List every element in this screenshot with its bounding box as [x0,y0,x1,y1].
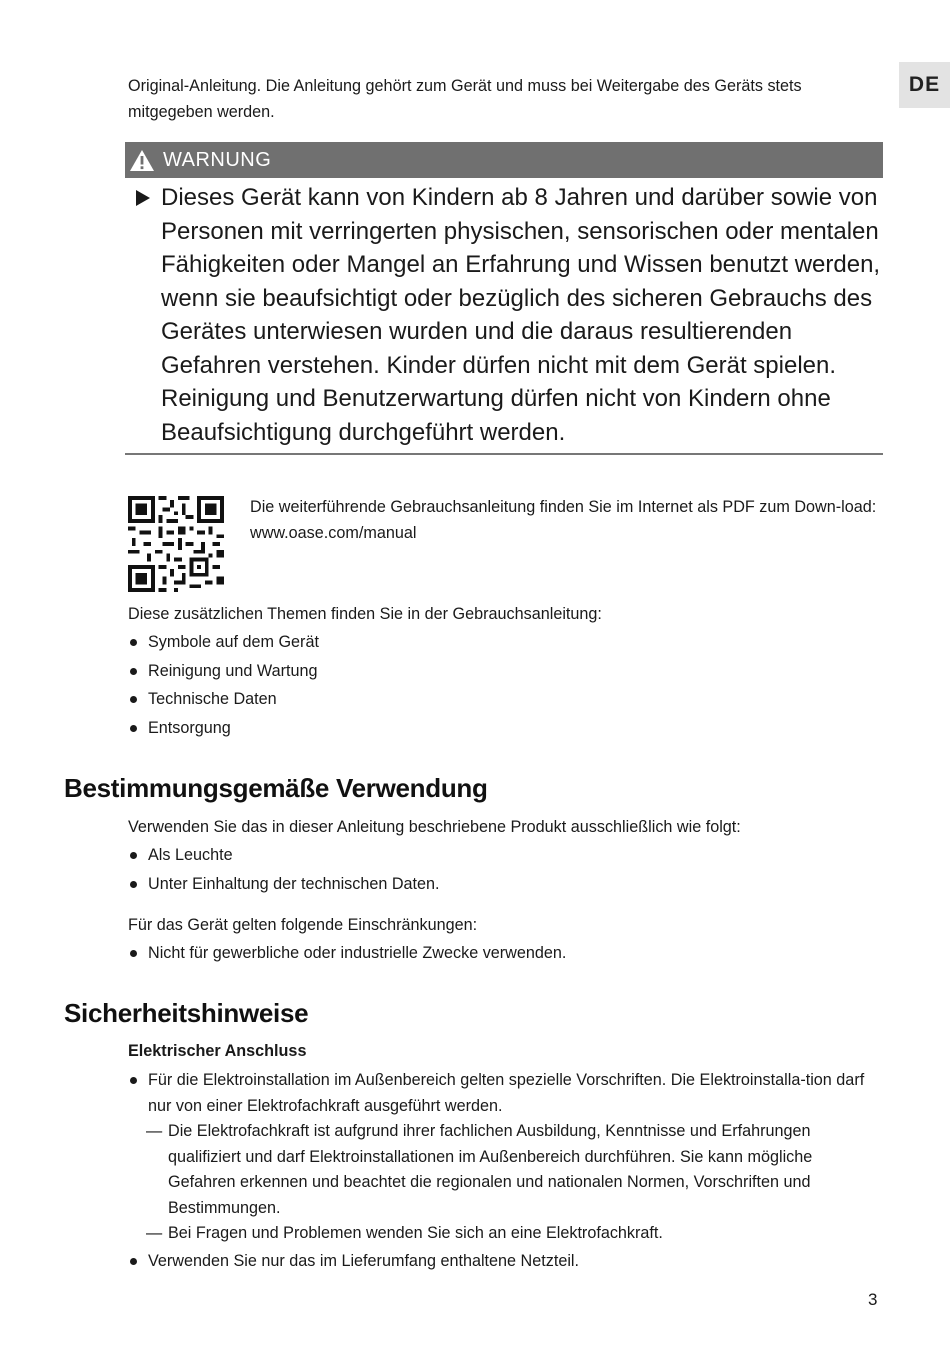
list-item: Unter Einhaltung der technischen Daten. [128,872,878,898]
list-item: Technische Daten [128,687,878,713]
section-heading-usage: Bestimmungsgemäße Verwendung [64,773,488,803]
usage-list [128,843,878,900]
restrictions-intro: Für das Gerät gelten folgende Einschränkungen: [128,916,478,934]
language-tab: DE [899,62,950,108]
section-heading-safety: Sicherheitshinweise [64,998,309,1028]
warning-body [125,181,883,455]
intro-text: Original-Anleitung. Die Anleitung gehört zum Gerät und muss bei Weitergabe des Geräts stets mitgegeben werden. [128,77,802,121]
safety-item-text: Für die Elektroinstallation im Außenbereich gelten spezielle Vorschriften. Die Elektroinstalla-tion darf nur von einer Elektrofachkraft ausgeführt werden. [148,1071,865,1115]
page-number: 3 [868,1290,878,1309]
safety-sublist [148,1119,873,1247]
list-item: Als Leuchte [128,843,878,869]
warning-header [125,142,883,178]
arrow-right-icon [135,189,151,207]
manual-download-note [250,495,880,546]
manual-url[interactable]: www.oase.com/manual [250,523,417,542]
sub-list-item: — Die Elektrofachkraft ist aufgrund ihrer fachlichen Ausbildung, Kenntnisse und Erfahrungen qualifiziert und darf Elektroinstallationen im Außenbereich durchführen. Sie kann mögliche Gefahren erkennen und beachtet die regionalen und nationalen Normen, Vorschriften und Bestimmungen. [148,1119,873,1221]
list-item: Verwenden Sie nur das im Lieferumfang enthaltene Netzteil. [128,1249,873,1275]
usage-intro: Verwenden Sie das in dieser Anleitung beschriebene Produkt ausschließlich wie folgt: [128,818,741,836]
list-item: Reinigung und Wartung [128,659,878,685]
list-item: Symbole auf dem Gerät [128,630,878,656]
qr-code-icon [128,496,224,592]
safety-list [128,1068,873,1274]
list-item: Nicht für gewerbliche oder industrielle Zwecke verwenden. [128,941,878,967]
subheading-electrical: Elektrischer Anschluss [128,1042,307,1060]
warning-title: WARNUNG [163,148,272,171]
manual-download-text: Die weiterführende Gebrauchsanleitung finden Sie im Internet als PDF zum Down-load: [250,498,877,516]
topics-intro: Diese zusätzlichen Themen finden Sie in der Gebrauchsanleitung: [128,605,602,623]
topics-list [128,630,878,744]
warning-triangle-icon [129,149,155,172]
warning-text: Dieses Gerät kann von Kindern ab 8 Jahren und darüber sowie von Personen mit verringerten physischen, sensorischen oder mentalen Fähigkeiten oder Mangel an Erfahrung und Wissen benutzt werden, wenn sie beaufsichtigt oder bezüglich des sicheren Gebrauchs des Gerätes unterwiesen wurden und die daraus resultierenden Gefahren verstehen. Kinder dürfen nicht mit dem Gerät spielen. Reinigung und Benutzerwartung dürfen nicht von Kindern ohne Beaufsichtigung durchgeführt werden. [161,184,881,446]
list-item: Entsorgung [128,716,878,742]
list-item [128,1068,873,1247]
sub-list-item: — Bei Fragen und Problemen wenden Sie sich an eine Elektrofachkraft. [148,1221,873,1247]
restrictions-list [128,941,878,970]
